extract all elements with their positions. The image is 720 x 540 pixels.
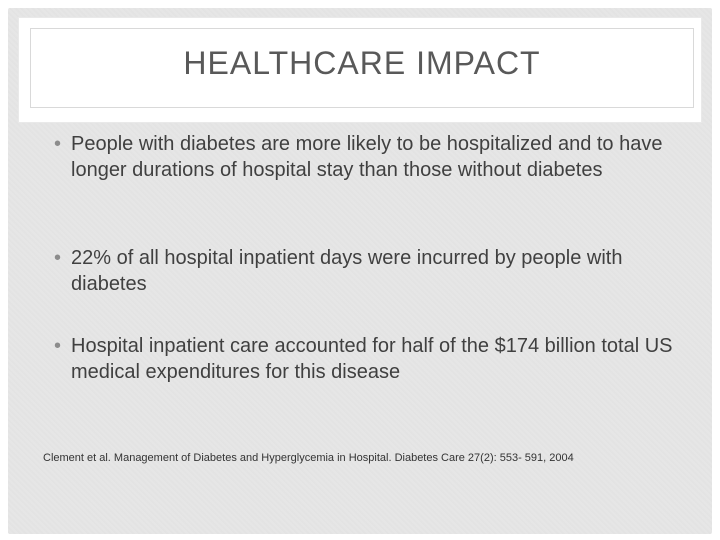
bullet-text: Hospital inpatient care accounted for half of the $174 billion total US medical expenditures for this disease <box>71 335 673 383</box>
citation: Clement et al. Management of Diabetes and Hyperglycemia in Hospital. Diabetes Care 27(2): 553- 591, 2004 <box>43 452 574 464</box>
bullet-dot: • <box>54 133 62 155</box>
bullet-item <box>54 131 691 183</box>
bullet-dot: • <box>54 247 62 269</box>
bullet-text: People with diabetes are more likely to be hospitalized and to have longer durations of hospital stay than those without diabetes <box>71 133 663 181</box>
bullet-item <box>54 333 691 385</box>
bullet-item <box>54 245 691 297</box>
title-box <box>30 28 694 108</box>
slide-title: HEALTHCARE IMPACT <box>183 44 541 81</box>
bullet-dot: • <box>54 335 62 357</box>
bullet-text: 22% of all hospital inpatient days were incurred by people with diabetes <box>71 247 623 295</box>
